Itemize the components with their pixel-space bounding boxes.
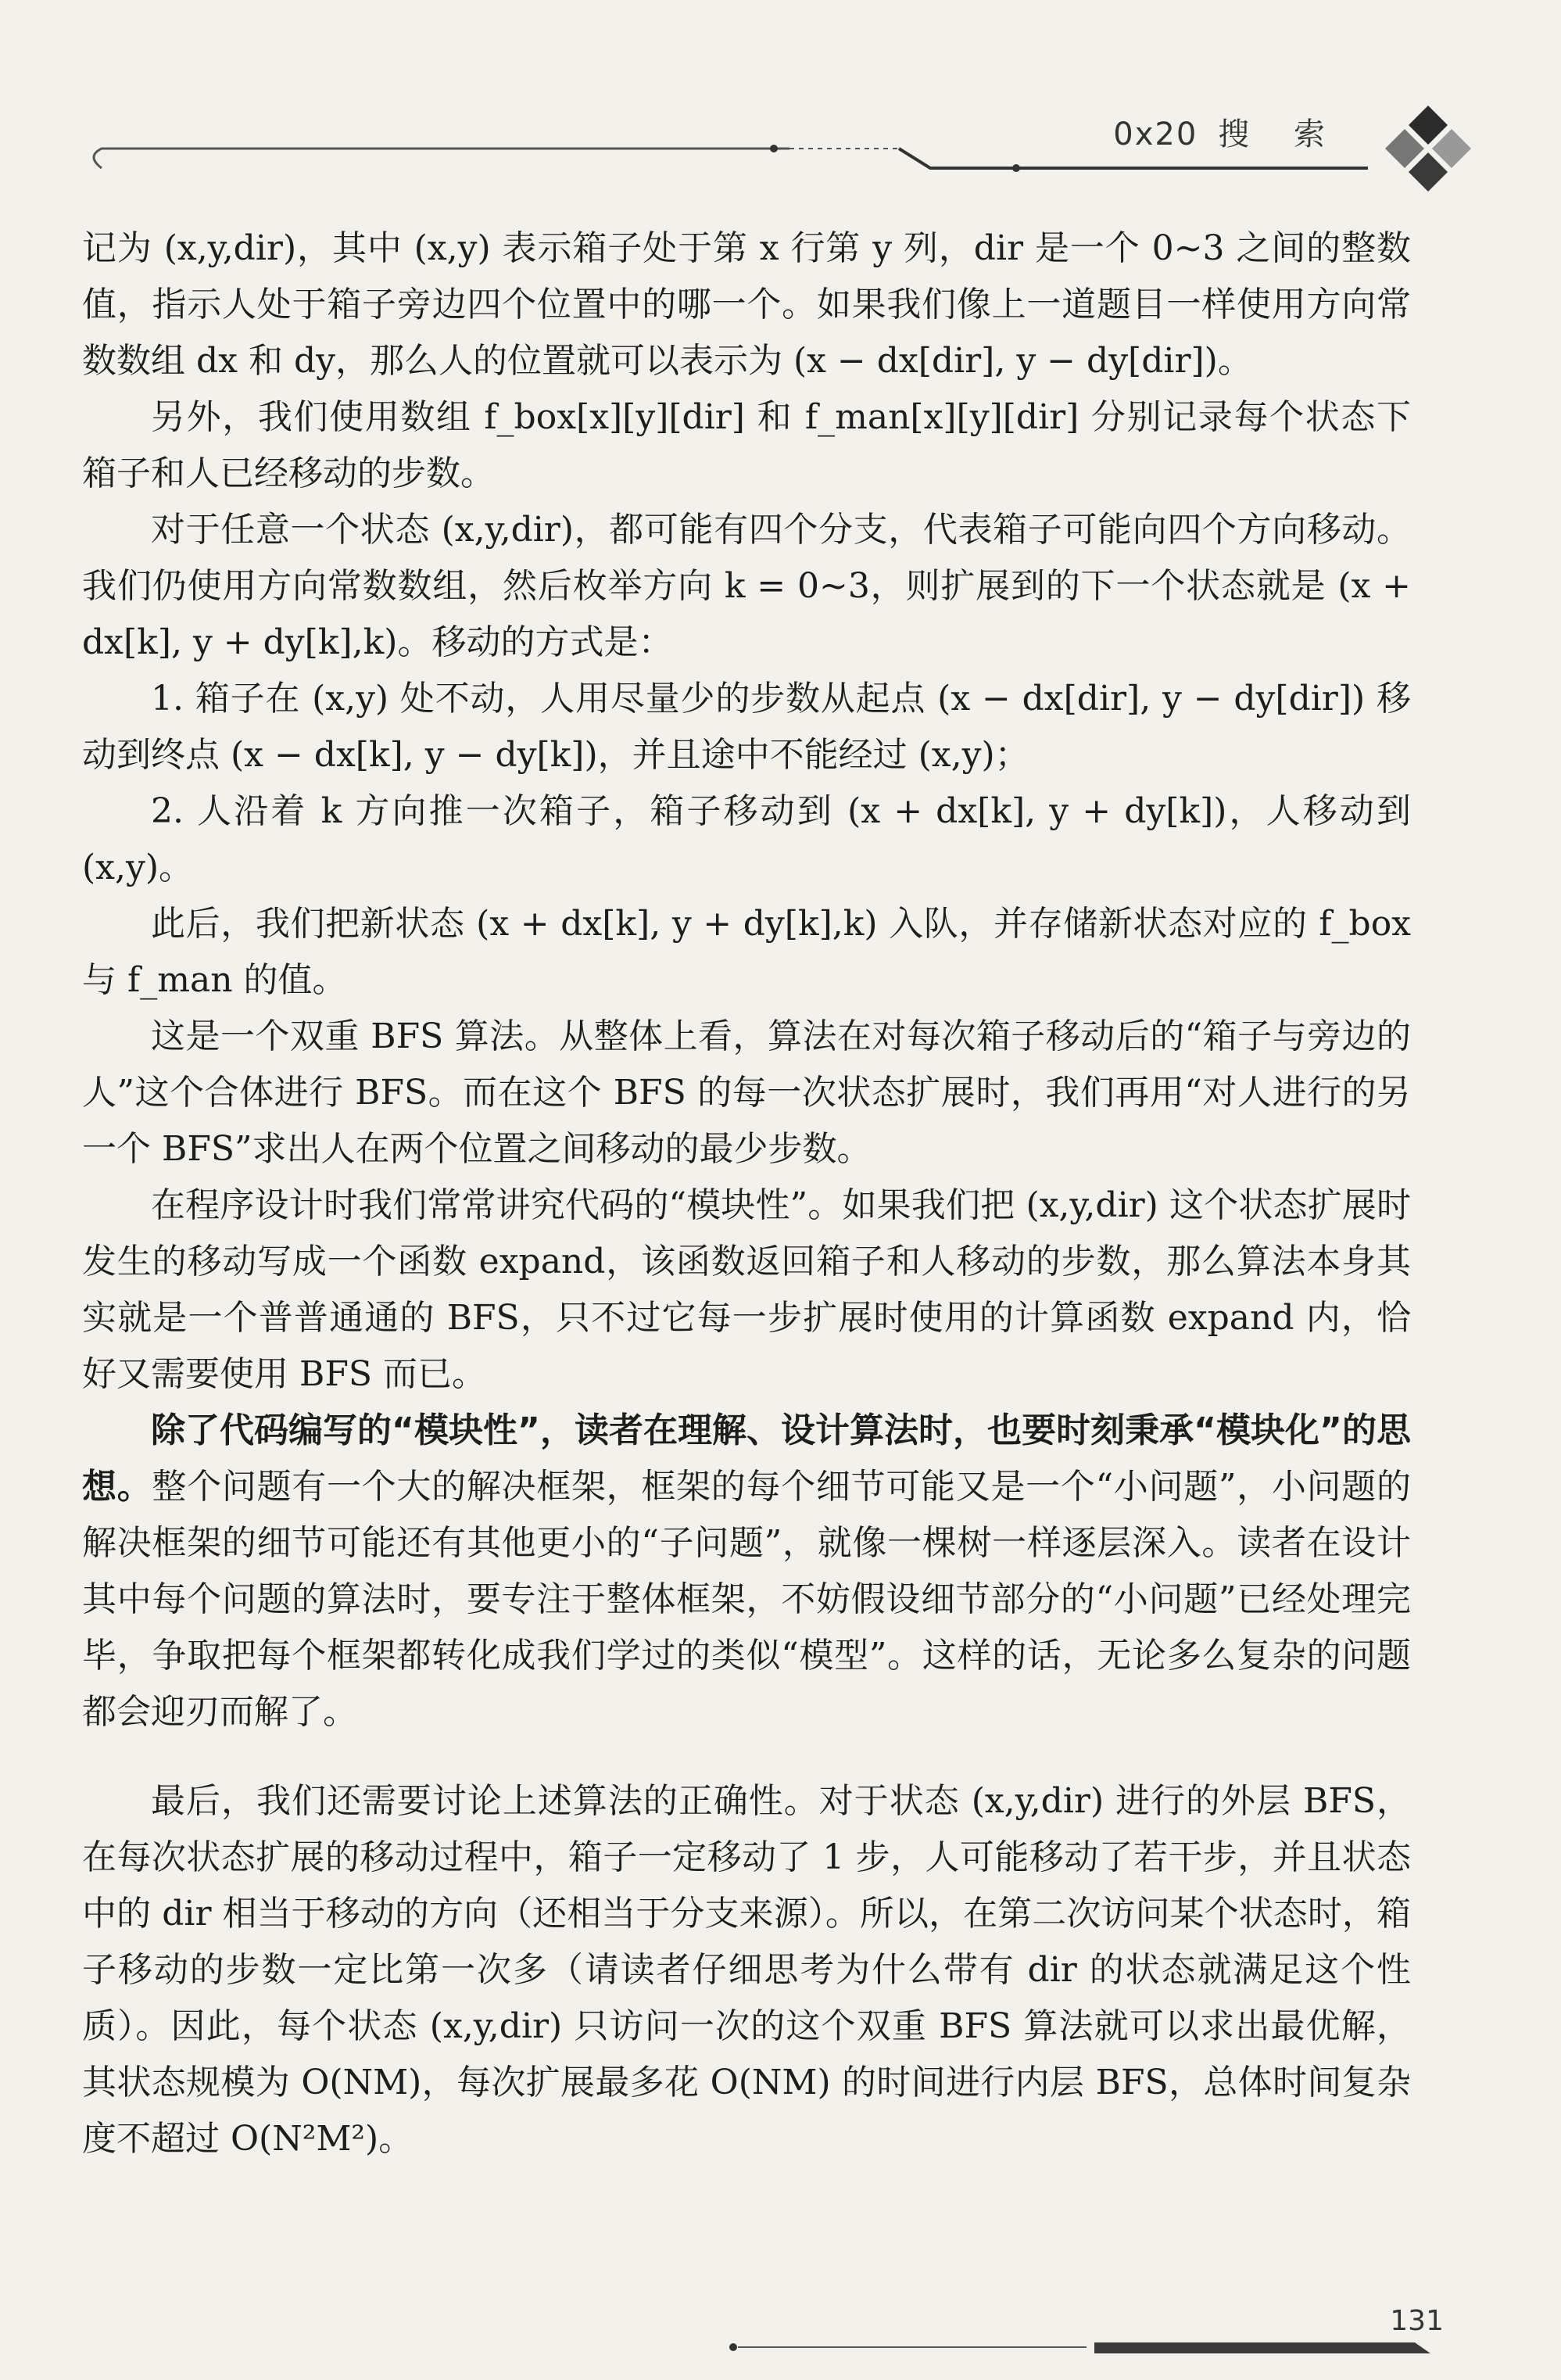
diamond-logo-icon <box>1381 102 1475 203</box>
paragraph-6: 在程序设计时我们常常讲究代码的“模块性”。如果我们把 (x,y,dir) 这个状态扩展时发生的移动写成一个函数 expand，该函数返回箱子和人移动的步数，那么算法本身其实就是一个普普通通的 BFS，只不过它每一步扩展时使用的计算函数 expand 内，恰好又需要使用 BFS 而已。 <box>82 1185 1411 1394</box>
paragraph-1: 记为 (x,y,dir)，其中 (x,y) 表示箱子处于第 x 行第 y 列，dir 是一个 0~3 之间的整数值，指示人处于箱子旁边四个位置中的哪一个。如果我们像上一道题目一样使用方向常数数组 dx 和 dy，那么人的位置就可以表示为 (x − dx[dir], y − dy[dir])。 <box>82 228 1411 381</box>
emphasis-bold-lead: 除了代码编写的“模块性”，读者在理解、设计算法时，也要时刻秉承“模块化”的思想。 <box>82 1410 1411 1507</box>
emphasis-paragraph <box>82 1403 1411 1740</box>
list-item-2: 2. 人沿着 k 方向推一次箱子，箱子移动到 (x + dx[k], y + dy[k])，人移动到 (x,y)。 <box>82 791 1411 887</box>
header-title: 搜 索 <box>1218 116 1342 152</box>
footer-decorative-rule <box>727 2338 1446 2361</box>
emphasis-rest: 整个问题有一个大的解决框架，框架的每个细节可能又是一个“小问题”，小问题的解决框架的细节可能还有其他更小的“子问题”，就像一棵树一样逐层深入。读者在设计其中每个问题的算法时，要专注于整体框架，不妨假设细节部分的“小问题”已经处理完毕，争取把每个框架都转化成我们学过的类似“模型”。这样的话，无论多么复杂的问题都会迎刃而解了。 <box>82 1467 1411 1732</box>
page-body <box>82 220 1411 2167</box>
paragraph-3: 对于任意一个状态 (x,y,dir)，都可能有四个分支，代表箱子可能向四个方向移动。我们仍使用方向常数数组，然后枚举方向 k = 0~3，则扩展到的下一个状态就是 (x + dx[k], y + dy[k],k)。移动的方式是： <box>82 510 1411 662</box>
paragraph-4: 此后，我们把新状态 (x + dx[k], y + dy[k],k) 入队，并存储新状态对应的 f_box 与 f_man 的值。 <box>82 904 1411 1000</box>
list-item-1: 1. 箱子在 (x,y) 处不动，人用尽量少的步数从起点 (x − dx[dir], y − dy[dir]) 移动到终点 (x − dx[k], y − dy[k])，并且途中不能经过 (x,y)； <box>82 679 1411 775</box>
header-section-number: 0x20 <box>1113 116 1198 152</box>
page-number: 131 <box>1390 2305 1444 2337</box>
running-header <box>1113 109 1342 154</box>
paragraph-5: 这是一个双重 BFS 算法。从整体上看，算法在对每次箱子移动后的“箱子与旁边的人”这个合体进行 BFS。而在这个 BFS 的每一次状态扩展时，我们再用“对人进行的另一个 BFS”求出人在两个位置之间移动的最少步数。 <box>82 1016 1411 1169</box>
final-paragraph: 最后，我们还需要讨论上述算法的正确性。对于状态 (x,y,dir) 进行的外层 BFS，在每次状态扩展的移动过程中，箱子一定移动了 1 步，人可能移动了若干步，并且状态中的 dir 相当于移动的方向（还相当于分支来源）。所以，在第二次访问某个状态时，箱子移动的步数一定比第一次多（请读者仔细思考为什么带有 dir 的状态就满足这个性质）。因此，每个状态 (x,y,dir) 只访问一次的这个双重 BFS 算法就可以求出最优解，其状态规模为 O(NM)，每次扩展最多花 O(NM) 的时间进行内层 BFS，总体时间复杂度不超过 O(N²M²)。 <box>82 1781 1411 2159</box>
paragraph-2: 另外，我们使用数组 f_box[x][y][dir] 和 f_man[x][y][dir] 分别记录每个状态下箱子和人已经移动的步数。 <box>82 397 1411 493</box>
